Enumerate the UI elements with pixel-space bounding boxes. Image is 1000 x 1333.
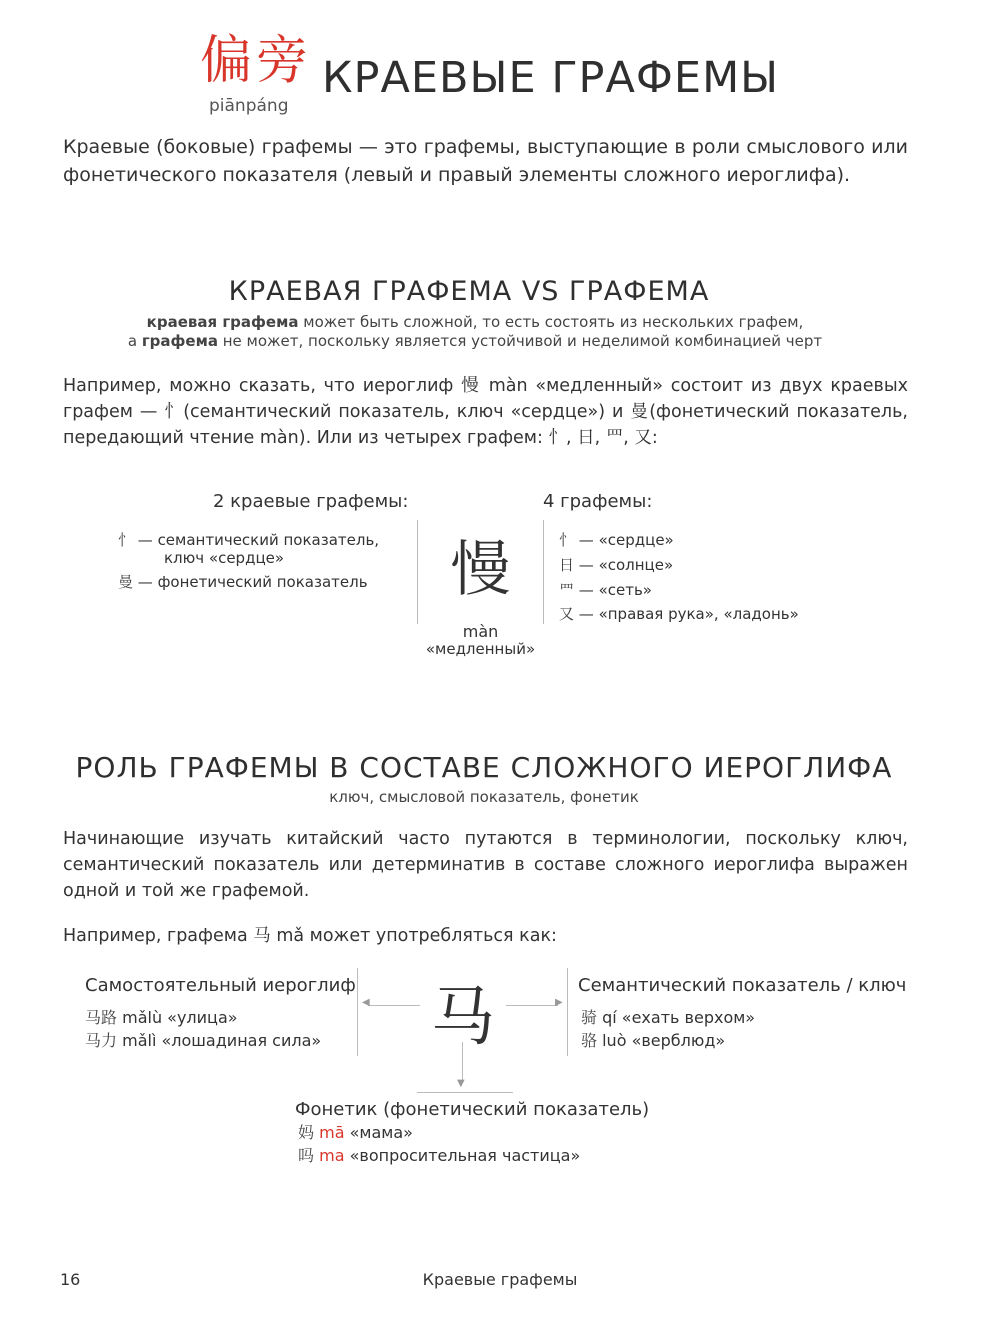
divider-right	[543, 520, 544, 624]
semantic-item-2-hanzi: 骆	[581, 1031, 598, 1050]
right-item-4	[559, 604, 799, 624]
section1-example-paragraph: Например, можно сказать, что иероглиф 慢 màn «медленный» состоит из двух краевых графем — 忄(семантический показатель, ключ «сердце») и 曼(фонетический показатель, передающий чтение màn). Или из четырех графем: 忄, 日, 罒, 又:	[63, 376, 908, 448]
bottom-underline	[417, 1092, 513, 1093]
phonetic-item-1-hanzi: 妈	[298, 1123, 315, 1142]
phonetic-item-2	[298, 1146, 580, 1166]
standalone-title: Самостоятельный иероглиф	[85, 975, 356, 996]
right-item-2-text: — «солнце»	[578, 556, 674, 574]
subtitle-line2-pre: а	[127, 332, 142, 350]
page-title: КРАЕВЫЕ ГРАФЕМЫ	[322, 53, 780, 103]
left-item-2-text: — фонетический показатель	[137, 573, 368, 591]
section1-title: КРАЕВАЯ ГРАФЕМА VS ГРАФЕМА	[228, 276, 710, 307]
arrow-left-head-icon: ◀	[362, 997, 370, 1008]
semantic-item-1	[581, 1008, 755, 1028]
subtitle-line1-rest: может быть сложной, то есть состоять из нескольких графем,	[298, 313, 804, 331]
left-item-1-text: — семантический показатель,	[137, 531, 380, 549]
right-item-4-text: — «правая рука», «ладонь»	[578, 605, 799, 623]
divider2-left	[357, 968, 358, 1056]
center-character-ma: 马	[431, 981, 495, 1055]
standalone-item-1	[85, 1008, 238, 1028]
term-grapheme: графема	[141, 332, 218, 350]
arrow-left-line	[368, 1005, 420, 1006]
center-character-man: 慢	[450, 535, 511, 605]
section1-subtitle-line1	[0, 313, 950, 332]
running-title: Краевые графемы	[422, 1270, 578, 1289]
arrow-right-head-icon: ▶	[555, 997, 563, 1008]
phonetic-title: Фонетик (фонетический показатель)	[295, 1099, 650, 1120]
left-item-1	[118, 530, 418, 550]
section2-example: Например, графема 马 mǎ может употребляться как:	[63, 926, 557, 946]
semantic-item-1-text: qí «ехать верхом»	[602, 1008, 756, 1027]
right-item-2-hanzi: 日	[559, 556, 575, 574]
standalone-item-2-hanzi: 马力	[85, 1031, 118, 1050]
right-item-3-hanzi: 罒	[559, 581, 575, 599]
standalone-item-1-text: mǎlù «улица»	[122, 1008, 238, 1027]
term-edge-grapheme: краевая графема	[146, 313, 299, 331]
right-item-1-text: — «сердце»	[578, 531, 674, 549]
phonetic-item-2-hanzi: 吗	[298, 1146, 315, 1165]
left-column-title: 2 краевые графемы:	[213, 491, 409, 512]
section2-title: РОЛЬ ГРАФЕМЫ В СОСТАВЕ СЛОЖНОГО ИЕРОГЛИФА	[75, 751, 893, 784]
right-item-3	[559, 580, 652, 600]
right-column-title: 4 графемы:	[543, 491, 653, 512]
phonetic-item-2-pinyin: ma	[319, 1146, 345, 1165]
subtitle-line2-rest: не может, поскольку является устойчивой и неделимой комбинацией черт	[217, 332, 823, 350]
right-item-2	[559, 555, 673, 575]
left-item-2	[118, 572, 418, 592]
phonetic-item-1	[298, 1123, 413, 1143]
left-item-2-hanzi: 曼	[118, 573, 134, 591]
page-number: 16	[60, 1270, 81, 1289]
center-meaning: «медленный»	[425, 640, 536, 658]
right-item-1-hanzi: 忄	[559, 531, 575, 549]
phonetic-item-1-pinyin: mā	[319, 1123, 345, 1142]
header-hanzi: 偏旁	[200, 31, 313, 91]
arrow-down-head-icon: ▼	[457, 1078, 465, 1089]
arrow-right-line	[506, 1005, 558, 1006]
header-pinyin: piānpáng	[209, 96, 289, 116]
phonetic-item-1-text: «мама»	[349, 1123, 413, 1142]
section1-subtitle-line2	[0, 332, 950, 351]
right-item-4-hanzi: 又	[559, 605, 575, 623]
semantic-title: Семантический показатель / ключ	[578, 975, 907, 996]
semantic-item-2	[581, 1031, 725, 1051]
intro-paragraph: Краевые (боковые) графемы — это графемы, выступающие в роли смыслового или фонетического показателя (левый и правый элементы сложного иероглифа).	[63, 136, 908, 186]
left-item-1-text2: ключ «сердце»	[164, 549, 285, 567]
standalone-item-2-text: mǎlì «лошадиная сила»	[122, 1031, 322, 1050]
section2-subtitle: ключ, смысловой показатель, фонетик	[329, 788, 639, 806]
left-item-1-hanzi: 忄	[118, 531, 134, 549]
right-item-3-text: — «сеть»	[578, 581, 652, 599]
standalone-item-1-hanzi: 马路	[85, 1008, 118, 1027]
standalone-item-2	[85, 1031, 321, 1051]
phonetic-item-2-text: «вопросительная частица»	[349, 1146, 581, 1165]
divider2-right	[567, 968, 568, 1056]
section2-paragraph: Начинающие изучать китайский часто путаются в терминологии, поскольку ключ, семантический показатель или детерминатив в составе сложного иероглифа выражен одной и той же графемой.	[63, 829, 908, 901]
semantic-item-2-text: luò «верблюд»	[602, 1031, 726, 1050]
center-pinyin: màn	[462, 622, 499, 641]
right-item-1	[559, 530, 674, 550]
semantic-item-1-hanzi: 骑	[581, 1008, 598, 1027]
